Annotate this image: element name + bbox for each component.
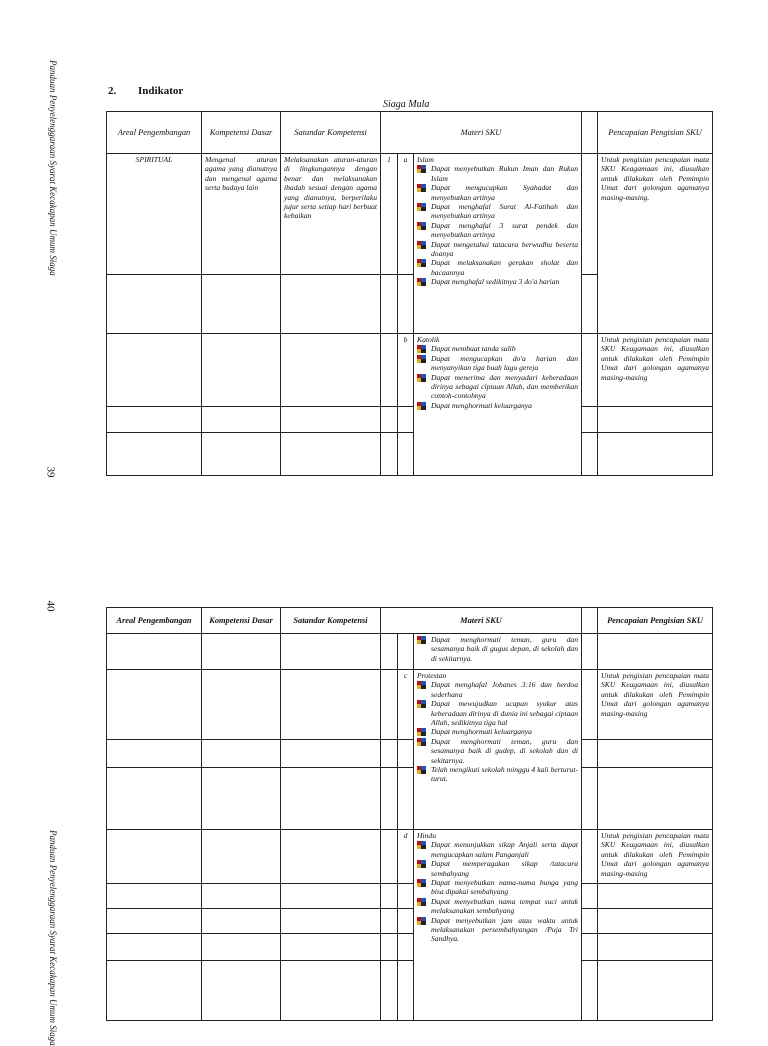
bullet-icon (417, 184, 426, 192)
table-subtitle: Siaga Mula (383, 99, 430, 110)
section-number: 2. (108, 85, 117, 97)
bullet-icon (417, 165, 426, 173)
header-areal: Areal Pengembangan (107, 608, 202, 634)
header-blank (582, 608, 598, 634)
hindu-title: Hindu (417, 831, 436, 840)
katolik-letter: b (398, 334, 414, 407)
islam-list (417, 164, 578, 286)
bullet-icon (417, 898, 426, 906)
hindu-letter: d (398, 830, 414, 884)
bullet-icon (417, 681, 426, 689)
bullet-icon (417, 841, 426, 849)
section-title: Indikator (138, 85, 184, 97)
list-item: Dapat menghormati keluarganya (417, 401, 578, 410)
header-pencapaian: Pencapaian Pengisian SKU (598, 608, 713, 634)
islam-materi (414, 154, 582, 334)
bullet-icon (417, 355, 426, 363)
list-item: Dapat menyebutkan nama tempat suci untuk melaksanakan sembahyang (417, 897, 578, 916)
bullet-icon (417, 636, 426, 644)
list-item: Dapat menerima dan menyadari keberadaan dirinya sebagai ciptaan Allah, dan memberikan contoh-contohnya (417, 373, 578, 401)
list-item: Dapat menghormati teman, guru dan sesamanya baik di gudep, di sekolah dan di sekitarnya. (417, 737, 578, 765)
continued-materi (414, 634, 582, 670)
header-kd: Kompetensi Dasar (202, 608, 281, 634)
list-item: Dapat menunjukkan sikap Anjali serta dapat mengucapkan salam Panganjali (417, 840, 578, 859)
hindu-pencapaian: Untuk pengisian pencapaian mata SKU Keagamaan ini, diusulkan untuk dilakukan oleh Pemimpin Umat dari golongan agamanya masing-masing (598, 830, 713, 884)
bullet-icon (417, 402, 426, 410)
list-item: Dapat menghafal 3 surat pendek dan menyebutkan artinya (417, 221, 578, 240)
header-blank (582, 112, 598, 154)
sk-text: Melaksanakan aturan-aturan di lingkungannya dengan benar dan melaksanakan ibadah sesuai dengan agama yang dianutnya, berperilaku jujur serta setiap hari berbuat kebaikan (281, 154, 381, 275)
sku-table-page2 (106, 607, 713, 1021)
katolik-title: Katolik (417, 335, 440, 344)
bullet-icon (417, 860, 426, 868)
bullet-icon (417, 203, 426, 211)
bullet-icon (417, 728, 426, 736)
list-item: Dapat memperagakan sikap /tatacara sembahyang (417, 859, 578, 878)
list-item: Dapat mengucapkan Syahadat dan menyebutkan artinya (417, 183, 578, 202)
header-sk: Satandar Kompetensi (281, 112, 381, 154)
header-kd: Kompetensi Dasar (202, 112, 281, 154)
section-heading (108, 85, 183, 97)
protestan-title: Protestan (417, 671, 447, 680)
bullet-icon (417, 345, 426, 353)
bullet-icon (417, 917, 426, 925)
islam-letter: a (398, 154, 414, 275)
islam-pencapaian: Untuk pengisian pencapaian mata SKU Keagamaan ini, diusulkan untuk dilakukan oleh Pemimpin Umat dari golongan agamanya masing-masing. (598, 154, 713, 334)
list-item: Dapat menghafal Johanes 3:16 dan berdoa sederhana (417, 680, 578, 699)
header-pencapaian: Pencapaian Pengisian SKU (598, 112, 713, 154)
row-number: 1 (381, 154, 398, 275)
list-item: Dapat menghormati teman, guru dan sesamanya baik di gugus depan, di sekolah dan di sekitarnya. (417, 635, 578, 663)
bullet-icon (417, 259, 426, 267)
list-item: Dapat menyebutkan nama-nama bunga yang bisa dipakai sembahyang (417, 878, 578, 897)
hindu-list (417, 840, 578, 943)
hindu-materi (414, 830, 582, 1021)
header-materi: Materi SKU (381, 112, 582, 154)
bullet-icon (417, 241, 426, 249)
bullet-icon (417, 374, 426, 382)
list-item: Dapat menghafal Surat Al-Fatihah dan menyebutkan artinya (417, 202, 578, 221)
list-item: Dapat menghafal sedikitnya 3 do'a harian (417, 277, 578, 286)
page-number-bottom: 40 (44, 600, 57, 612)
list-item: Dapat menyebutkan Rukun Iman dan Rukun Islam (417, 164, 578, 183)
katolik-materi (414, 334, 582, 476)
bullet-icon (417, 222, 426, 230)
katolik-list (417, 344, 578, 410)
kd-text: Mengenal aturan agama yang dianutnya dan mengenal agama serta budaya lain (202, 154, 281, 275)
side-caption-bottom: Panduan Penyelenggaraan Syarat Kecakapan Umum Siaga (48, 830, 58, 1046)
katolik-pencapaian: Untuk pengisian pencapaian mata SKU Keagamaan ini, diusulkan untuk dilakukan oleh Pemimpin Umat dari golongan agamanya masing-masing (598, 334, 713, 407)
side-caption-top: Panduan Penyelenggaraan Syarat Kecakapan Umum Siaga (48, 60, 58, 276)
protestan-letter: c (398, 670, 414, 740)
list-item: Dapat membuat tanda salib (417, 344, 578, 353)
list-item: Dapat mewujudkan ucapan syukur atas keberadaan dirinya di dunia ini sebagai ciptaan Allah, sedikitnya tiga hal (417, 699, 578, 727)
protestan-pencapaian: Untuk pengisian pencapaian mata SKU Keagamaan ini, diusulkan untuk dilakukan oleh Pemimpin Umat dari golongan agamanya masing-masing (598, 670, 713, 740)
bullet-icon (417, 700, 426, 708)
list-item: Dapat mengetahui tatacara berwudhu beserta doanya (417, 240, 578, 259)
header-materi: Materi SKU (381, 608, 582, 634)
bullet-icon (417, 879, 426, 887)
list-item: Dapat mengucapkan do'a harian dan menyanyikan tiga buah lagu gereja (417, 354, 578, 373)
list-item: Dapat melaksanakan gerakan sholat dan bacaannya (417, 258, 578, 277)
list-item: Dapat menghormati keluarganya (417, 727, 578, 736)
areal-spiritual: SPIRITUAL (107, 154, 202, 275)
sku-table-page1 (106, 111, 713, 476)
protestan-list (417, 680, 578, 783)
protestan-materi (414, 670, 582, 830)
header-sk: Satandar Kompetensi (281, 608, 381, 634)
list-item: Telah mengikuti sekolah minggu 4 kali berturut-turut. (417, 765, 578, 784)
bullet-icon (417, 738, 426, 746)
bullet-icon (417, 766, 426, 774)
islam-title: Islam (417, 155, 434, 164)
page-number-top: 39 (44, 466, 57, 478)
bullet-icon (417, 278, 426, 286)
header-areal: Areal Pengembangan (107, 112, 202, 154)
list-item: Dapat menyebutkan jam atau waktu untuk melaksanakan persembahyangan /Puja Tri Sandhya. (417, 916, 578, 944)
